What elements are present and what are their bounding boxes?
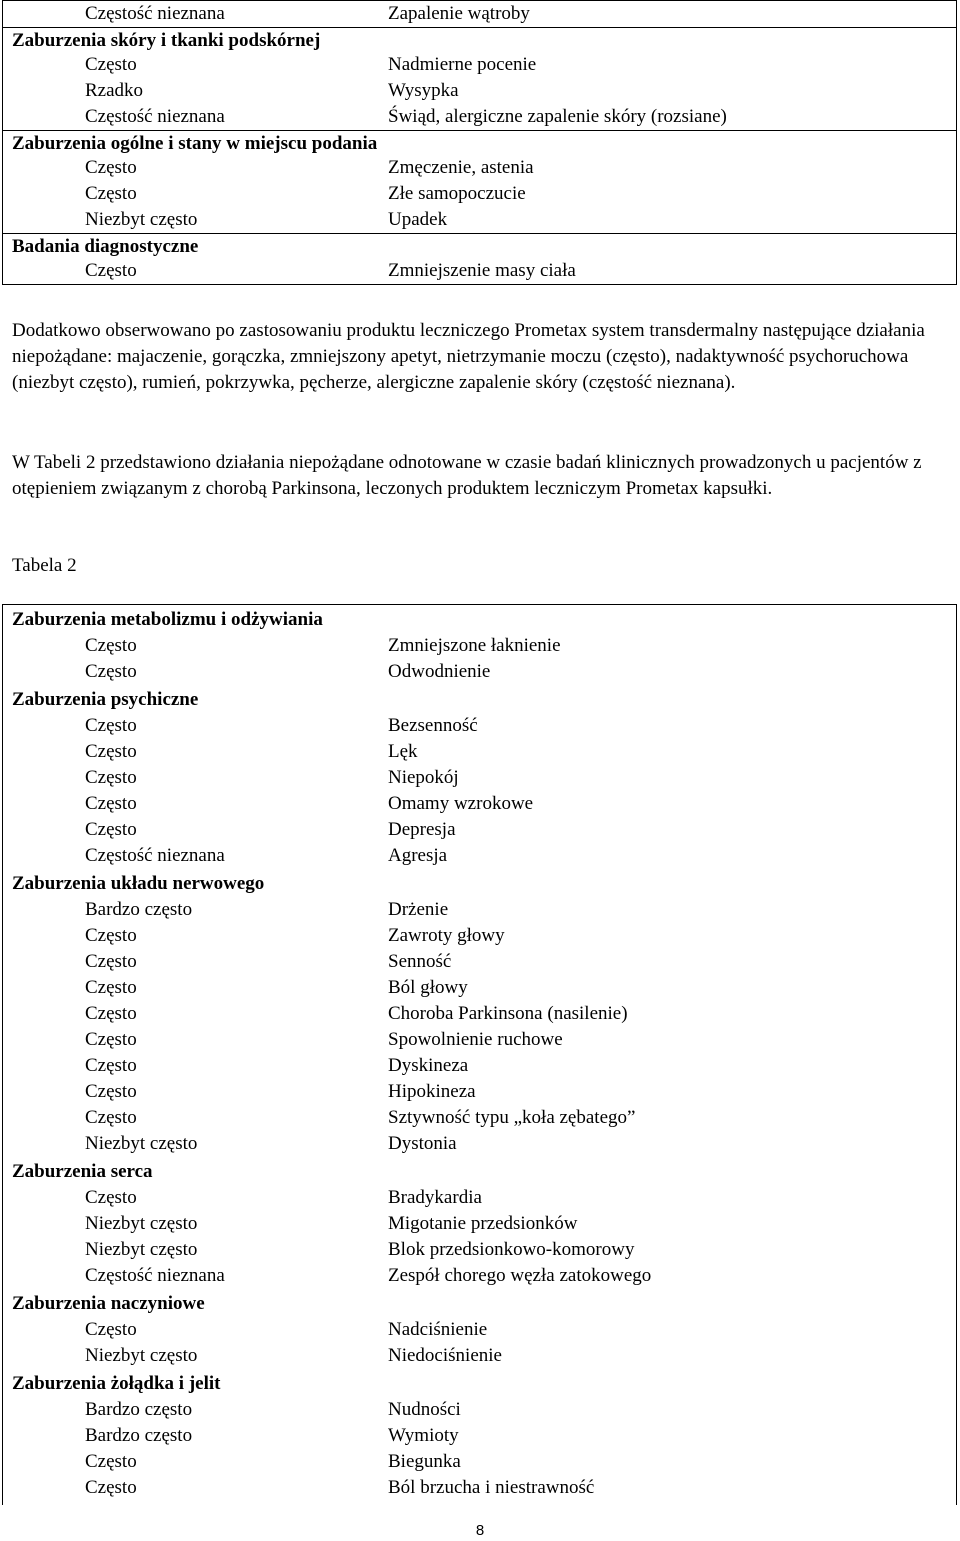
frequency-cell: Często xyxy=(85,635,137,656)
table-row xyxy=(3,659,956,685)
effect-cell: Upadek xyxy=(388,209,448,230)
frequency-cell: Bardzo często xyxy=(85,1399,193,1420)
table-section xyxy=(3,1289,956,1369)
table-row xyxy=(3,1053,956,1079)
effect-cell: Dyskineza xyxy=(388,1055,469,1076)
frequency-cell: Niezbyt często xyxy=(85,1133,198,1154)
effect-cell: Drżenie xyxy=(388,899,449,920)
frequency-cell: Często xyxy=(85,819,137,840)
frequency-cell: Często xyxy=(85,661,137,682)
frequency-cell: Często xyxy=(85,1319,137,1340)
table-row xyxy=(3,975,956,1001)
table-row xyxy=(3,1,956,27)
table-row xyxy=(3,52,956,78)
effect-cell: Choroba Parkinsona (nasilenie) xyxy=(388,1003,628,1024)
effect-cell: Nadmierne pocenie xyxy=(388,54,537,75)
effect-cell: Niepokój xyxy=(388,767,459,788)
effect-cell: Wymioty xyxy=(388,1425,459,1446)
table-row xyxy=(3,1079,956,1105)
table-section xyxy=(3,1157,956,1289)
effect-cell: Agresja xyxy=(388,845,448,866)
frequency-cell: Częstość nieznana xyxy=(85,3,225,24)
table-row xyxy=(3,843,956,869)
table-section xyxy=(3,130,956,233)
effect-cell: Spowolnienie ruchowe xyxy=(388,1029,563,1050)
table-row xyxy=(3,1237,956,1263)
table-row xyxy=(3,765,956,791)
effect-cell: Bezsenność xyxy=(388,715,478,736)
frequency-cell: Częstość nieznana xyxy=(85,106,225,127)
table-row xyxy=(3,1001,956,1027)
table-row xyxy=(3,923,956,949)
page-number: 8 xyxy=(475,1522,485,1539)
effect-cell: Zespół chorego węzła zatokowego xyxy=(388,1265,652,1286)
effect-cell: Hipokineza xyxy=(388,1081,476,1102)
table-row xyxy=(3,791,956,817)
effect-cell: Zapalenie wątroby xyxy=(388,3,530,24)
frequency-cell: Często xyxy=(85,767,137,788)
effect-cell: Zmniejszenie masy ciała xyxy=(388,260,576,281)
table-section xyxy=(3,869,956,1157)
frequency-cell: Często xyxy=(85,741,137,762)
effect-cell: Ból brzucha i niestrawność xyxy=(388,1477,595,1498)
table2-label: Tabela 2 xyxy=(12,555,77,576)
frequency-cell: Często xyxy=(85,260,137,281)
table-row xyxy=(3,1475,956,1501)
table-row xyxy=(3,1397,956,1423)
table-row xyxy=(3,1317,956,1343)
table-row xyxy=(3,817,956,843)
effect-cell: Świąd, alergiczne zapalenie skóry (rozsiane) xyxy=(388,106,727,127)
effect-cell: Blok przedsionkowo-komorowy xyxy=(388,1239,635,1260)
table-section xyxy=(3,27,956,130)
effect-cell: Depresja xyxy=(388,819,456,840)
frequency-cell: Często xyxy=(85,1055,137,1076)
table-section xyxy=(3,685,956,869)
frequency-cell: Często xyxy=(85,1029,137,1050)
table-row xyxy=(3,1263,956,1289)
effect-cell: Nadciśnienie xyxy=(388,1319,488,1340)
table-row xyxy=(3,1027,956,1053)
table-row xyxy=(3,713,956,739)
table-row xyxy=(3,633,956,659)
frequency-cell: Często xyxy=(85,977,137,998)
frequency-cell: Często xyxy=(85,1081,137,1102)
effect-cell: Zawroty głowy xyxy=(388,925,505,946)
table-row xyxy=(3,1449,956,1475)
section-heading: Zaburzenia psychiczne xyxy=(12,689,199,710)
frequency-cell: Niezbyt często xyxy=(85,1345,198,1366)
section-heading: Zaburzenia metabolizmu i odżywiania xyxy=(12,609,323,630)
table-section xyxy=(3,605,956,685)
table-row xyxy=(3,739,956,765)
adverse-effects-table-1 xyxy=(2,0,957,285)
frequency-cell: Często xyxy=(85,1477,137,1498)
frequency-cell: Częstość nieznana xyxy=(85,845,225,866)
effect-cell: Wysypka xyxy=(388,80,459,101)
table-row xyxy=(3,207,956,233)
frequency-cell: Rzadko xyxy=(85,80,144,101)
frequency-cell: Często xyxy=(85,1107,137,1128)
section-heading: Zaburzenia żołądka i jelit xyxy=(12,1373,221,1394)
table-row xyxy=(3,1131,956,1157)
table-row xyxy=(3,897,956,923)
table-row xyxy=(3,104,956,130)
frequency-cell: Bardzo często xyxy=(85,899,193,920)
table-row xyxy=(3,1185,956,1211)
table-row xyxy=(3,1423,956,1449)
effect-cell: Zmniejszone łaknienie xyxy=(388,635,561,656)
effect-cell: Biegunka xyxy=(388,1451,461,1472)
effect-cell: Lęk xyxy=(388,741,418,762)
table-row xyxy=(3,1343,956,1369)
frequency-cell: Często xyxy=(85,157,137,178)
effect-cell: Niedociśnienie xyxy=(388,1345,502,1366)
frequency-cell: Często xyxy=(85,1451,137,1472)
effect-cell: Ból głowy xyxy=(388,977,468,998)
table-row xyxy=(3,949,956,975)
effect-cell: Bradykardia xyxy=(388,1187,482,1208)
effect-cell: Sztywność typu „koła zębatego” xyxy=(388,1107,636,1128)
frequency-cell: Często xyxy=(85,1187,137,1208)
frequency-cell: Częstość nieznana xyxy=(85,1265,225,1286)
effect-cell: Odwodnienie xyxy=(388,661,491,682)
table-section xyxy=(3,233,956,284)
effect-cell: Omamy wzrokowe xyxy=(388,793,534,814)
section-heading: Zaburzenia układu nerwowego xyxy=(12,873,265,894)
frequency-cell: Często xyxy=(85,951,137,972)
table-row xyxy=(3,1105,956,1131)
frequency-cell: Bardzo często xyxy=(85,1425,193,1446)
section-heading: Zaburzenia serca xyxy=(12,1161,153,1182)
frequency-cell: Niezbyt często xyxy=(85,209,198,230)
frequency-cell: Często xyxy=(85,793,137,814)
table-border-right-tail xyxy=(956,1497,957,1505)
section-heading: Zaburzenia ogólne i stany w miejscu podania xyxy=(12,133,378,154)
table-row xyxy=(3,155,956,181)
frequency-cell: Niezbyt często xyxy=(85,1213,198,1234)
effect-cell: Senność xyxy=(388,951,452,972)
effect-cell: Złe samopoczucie xyxy=(388,183,526,204)
effect-cell: Dystonia xyxy=(388,1133,457,1154)
effect-cell: Migotanie przedsionków xyxy=(388,1213,578,1234)
table-section xyxy=(3,1369,956,1501)
effect-cell: Nudności xyxy=(388,1399,461,1420)
section-heading: Zaburzenia naczyniowe xyxy=(12,1293,205,1314)
table-row xyxy=(3,78,956,104)
frequency-cell: Często xyxy=(85,54,137,75)
frequency-cell: Niezbyt często xyxy=(85,1239,198,1260)
section-heading: Zaburzenia skóry i tkanki podskórnej xyxy=(12,30,321,51)
table-section xyxy=(3,1,956,27)
frequency-cell: Często xyxy=(85,715,137,736)
additional-observations-paragraph: Dodatkowo obserwowano po zastosowaniu produktu leczniczego Prometax system transdermalny następujące działania niepożądane: majaczenie, gorączka, zmniejszony apetyt, nietrzymanie moczu (często), nadaktywność psychoruchowa (niezbyt często), rumień, pokrzywka, pęcherze, alergiczne zapalenie skóry (częstość nieznana). xyxy=(12,320,925,393)
frequency-cell: Często xyxy=(85,183,137,204)
section-heading: Badania diagnostyczne xyxy=(12,236,199,257)
table-row xyxy=(3,258,956,284)
table-border-left-tail xyxy=(2,1497,3,1505)
table-row xyxy=(3,1211,956,1237)
adverse-effects-table-2 xyxy=(2,604,957,1501)
table2-intro-paragraph: W Tabeli 2 przedstawiono działania niepożądane odnotowane w czasie badań klinicznych prowadzonych u pacjentów z otępieniem związanym z chorobą Parkinsona, leczonych produktem leczniczym Prometax kapsułki. xyxy=(12,452,922,499)
effect-cell: Zmęczenie, astenia xyxy=(388,157,534,178)
table-row xyxy=(3,181,956,207)
frequency-cell: Często xyxy=(85,1003,137,1024)
frequency-cell: Często xyxy=(85,925,137,946)
